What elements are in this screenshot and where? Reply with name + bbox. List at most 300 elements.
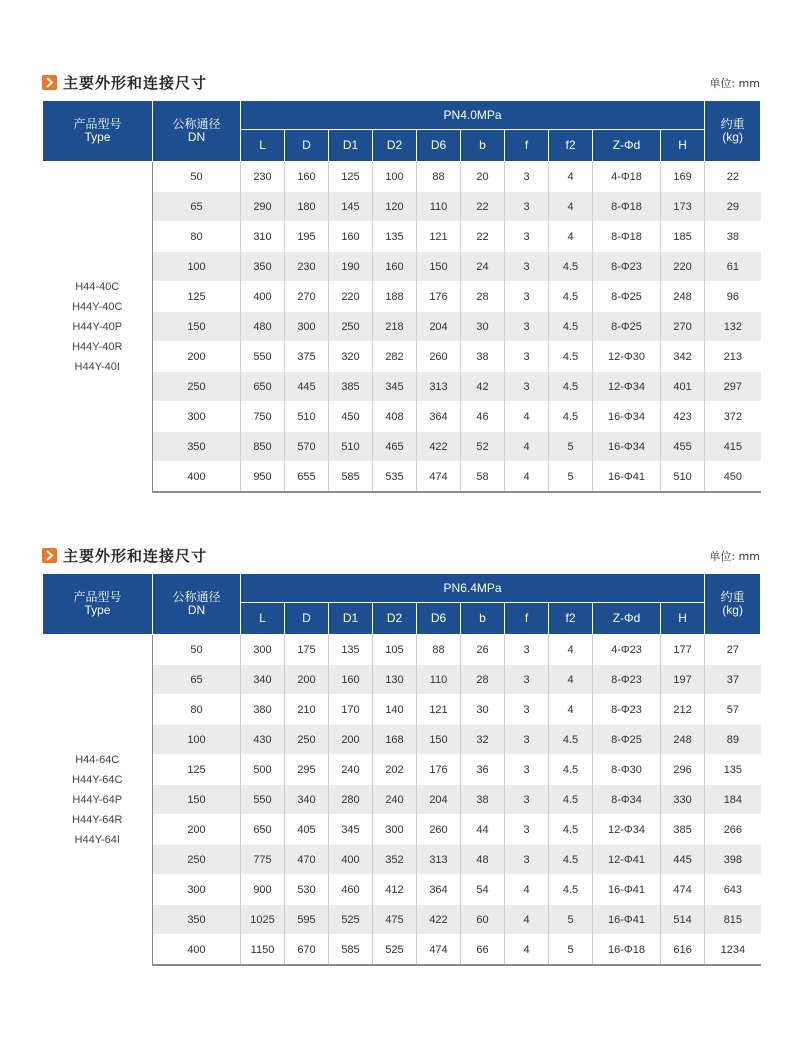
table-cell: 450 [329, 402, 373, 432]
table-cell: 169 [661, 162, 705, 192]
table-cell: 422 [417, 905, 461, 935]
table-cell: 16-Φ34 [593, 432, 661, 462]
header-weight: 约重 (kg) [705, 574, 761, 635]
header-col: H [661, 603, 705, 635]
table-cell: 5 [549, 432, 593, 462]
table-cell: 510 [285, 402, 329, 432]
table-cell: 202 [373, 755, 417, 785]
table-cell: 525 [373, 935, 417, 966]
table-cell: 168 [373, 725, 417, 755]
table-cell: 900 [241, 875, 285, 905]
table-cell: 50 [153, 162, 241, 192]
table-cell: 212 [661, 695, 705, 725]
table-cell: 195 [285, 222, 329, 252]
header-col: f2 [549, 130, 593, 162]
table-cell: 340 [241, 665, 285, 695]
table-cell: 58 [461, 462, 505, 493]
table-cell: 121 [417, 222, 461, 252]
table-cell: 200 [285, 665, 329, 695]
table-cell: 4 [505, 402, 549, 432]
section-pn40 [42, 72, 760, 483]
table-cell: 150 [153, 785, 241, 815]
table-cell: 313 [417, 845, 461, 875]
table-cell: 364 [417, 875, 461, 905]
table-cell: 135 [329, 635, 373, 665]
table-cell: 474 [661, 875, 705, 905]
header-col: Z-Φd [593, 603, 661, 635]
table-cell: 26 [461, 635, 505, 665]
header-pressure: PN6.4MPa [241, 574, 705, 603]
table-cell: 313 [417, 372, 461, 402]
table-cell: 110 [417, 192, 461, 222]
table-cell: 150 [417, 252, 461, 282]
table-cell: 8-Φ34 [593, 785, 661, 815]
table-cell: 30 [461, 695, 505, 725]
table-cell: 248 [661, 282, 705, 312]
table-cell: 8-Φ23 [593, 695, 661, 725]
table-cell: 57 [705, 695, 761, 725]
header-pressure: PN4.0MPa [241, 101, 705, 130]
table-cell: 4 [549, 222, 593, 252]
table-cell: 218 [373, 312, 417, 342]
table-cell: 4.5 [549, 725, 593, 755]
type-name: H44Y-40C [72, 301, 123, 313]
table-cell: 230 [241, 162, 285, 192]
type-list [43, 635, 153, 966]
table-cell: 3 [505, 695, 549, 725]
table-cell: 282 [373, 342, 417, 372]
section-title: 主要外形和连接尺寸 [63, 74, 208, 92]
table-cell: 38 [461, 785, 505, 815]
table-cell: 197 [661, 665, 705, 695]
table-cell: 3 [505, 162, 549, 192]
header-dn: 公称通径 DN [153, 101, 241, 162]
table-cell: 1234 [705, 935, 761, 966]
table-cell: 595 [285, 905, 329, 935]
table-cell: 4.5 [549, 755, 593, 785]
table-cell: 65 [153, 665, 241, 695]
table-cell: 650 [241, 815, 285, 845]
section-pn64 [42, 545, 760, 956]
header-col: L [241, 130, 285, 162]
table-cell: 350 [241, 252, 285, 282]
table-cell: 22 [705, 162, 761, 192]
type-name: H44Y-40P [72, 321, 123, 333]
table-cell: 423 [661, 402, 705, 432]
table-cell: 330 [661, 785, 705, 815]
table-cell: 445 [661, 845, 705, 875]
table-cell: 300 [373, 815, 417, 845]
table-cell: 121 [417, 695, 461, 725]
table-cell: 4 [505, 905, 549, 935]
table-cell: 8-Φ18 [593, 222, 661, 252]
header-col: f [505, 130, 549, 162]
table-cell: 8-Φ23 [593, 252, 661, 282]
table-cell: 300 [153, 402, 241, 432]
table-cell: 3 [505, 635, 549, 665]
table-cell: 643 [705, 875, 761, 905]
table-cell: 300 [241, 635, 285, 665]
table-cell: 160 [329, 665, 373, 695]
table-cell: 160 [373, 252, 417, 282]
table-cell: 4.5 [549, 875, 593, 905]
table-cell: 550 [241, 785, 285, 815]
table-cell: 570 [285, 432, 329, 462]
table-cell: 474 [417, 935, 461, 966]
unit-label: 单位: mm [709, 77, 760, 90]
header-col: Z-Φd [593, 130, 661, 162]
table-cell: 48 [461, 845, 505, 875]
table-cell: 650 [241, 372, 285, 402]
unit-label: 单位: mm [709, 550, 760, 563]
table-cell: 250 [153, 372, 241, 402]
type-name: H44Y-40R [72, 341, 123, 353]
table-cell: 52 [461, 432, 505, 462]
table-cell: 132 [705, 312, 761, 342]
table-cell: 585 [329, 462, 373, 493]
table-cell: 12-Φ34 [593, 372, 661, 402]
table-cell: 364 [417, 402, 461, 432]
table-cell: 320 [329, 342, 373, 372]
type-name: H44Y-40I [74, 361, 120, 373]
table-cell: 250 [285, 725, 329, 755]
table-cell: 240 [329, 755, 373, 785]
table-cell: 500 [241, 755, 285, 785]
table-cell: 430 [241, 725, 285, 755]
table-cell: 100 [153, 725, 241, 755]
table-cell: 750 [241, 402, 285, 432]
table-cell: 200 [153, 815, 241, 845]
table-cell: 173 [661, 192, 705, 222]
table-cell: 4-Φ18 [593, 162, 661, 192]
table-cell: 460 [329, 875, 373, 905]
header-type: 产品型号 Type [43, 574, 153, 635]
table-cell: 398 [705, 845, 761, 875]
table-cell: 8-Φ18 [593, 192, 661, 222]
table-cell: 4 [549, 192, 593, 222]
table-cell: 100 [153, 252, 241, 282]
table-cell: 250 [329, 312, 373, 342]
table-cell: 400 [153, 462, 241, 493]
table-cell: 145 [329, 192, 373, 222]
table-cell: 135 [705, 755, 761, 785]
table-cell: 350 [153, 432, 241, 462]
table-cell: 400 [329, 845, 373, 875]
table-cell: 110 [417, 665, 461, 695]
table-cell: 4.5 [549, 342, 593, 372]
chevron-right-icon [42, 75, 57, 90]
table-cell: 3 [505, 755, 549, 785]
table-cell: 385 [661, 815, 705, 845]
table-cell: 4.5 [549, 815, 593, 845]
table-cell: 270 [661, 312, 705, 342]
table-cell: 350 [153, 905, 241, 935]
type-list [43, 162, 153, 493]
table-cell: 16-Φ41 [593, 905, 661, 935]
header-col: f [505, 603, 549, 635]
type-name: H44-40C [75, 281, 120, 293]
table-cell: 37 [705, 665, 761, 695]
table-cell: 135 [373, 222, 417, 252]
table-cell: 342 [661, 342, 705, 372]
table-cell: 20 [461, 162, 505, 192]
header-col: D [285, 603, 329, 635]
section-header [42, 72, 760, 96]
table-cell: 60 [461, 905, 505, 935]
header-col: D1 [329, 130, 373, 162]
table-cell: 3 [505, 665, 549, 695]
table-cell: 310 [241, 222, 285, 252]
header-col: D2 [373, 130, 417, 162]
table-cell: 61 [705, 252, 761, 282]
table-cell: 65 [153, 192, 241, 222]
table-cell: 422 [417, 432, 461, 462]
table-cell: 177 [661, 635, 705, 665]
table-cell: 470 [285, 845, 329, 875]
table-cell: 4.5 [549, 312, 593, 342]
table-cell: 240 [373, 785, 417, 815]
table-cell: 4 [505, 935, 549, 966]
table-cell: 300 [285, 312, 329, 342]
table-cell: 400 [241, 282, 285, 312]
table-cell: 16-Φ34 [593, 402, 661, 432]
table-cell: 28 [461, 282, 505, 312]
table-cell: 266 [705, 815, 761, 845]
table-cell: 5 [549, 462, 593, 493]
type-name: H44Y-64I [74, 834, 120, 846]
table-cell: 3 [505, 222, 549, 252]
table-cell: 150 [153, 312, 241, 342]
table-cell: 54 [461, 875, 505, 905]
table-cell: 204 [417, 312, 461, 342]
table-cell: 16-Φ18 [593, 935, 661, 966]
table-cell: 4-Φ23 [593, 635, 661, 665]
table-cell: 176 [417, 282, 461, 312]
table-cell: 200 [329, 725, 373, 755]
table-cell: 400 [153, 935, 241, 966]
table-cell: 405 [285, 815, 329, 845]
table-cell: 125 [329, 162, 373, 192]
table-cell: 3 [505, 312, 549, 342]
table-cell: 12-Φ41 [593, 845, 661, 875]
table-cell: 185 [661, 222, 705, 252]
table-cell: 213 [705, 342, 761, 372]
table-cell: 510 [329, 432, 373, 462]
table-cell: 380 [241, 695, 285, 725]
table-cell: 250 [153, 845, 241, 875]
table-cell: 36 [461, 755, 505, 785]
table-cell: 66 [461, 935, 505, 966]
header-row [43, 101, 761, 130]
table-cell: 5 [549, 905, 593, 935]
table-cell: 3 [505, 192, 549, 222]
table-cell: 170 [329, 695, 373, 725]
table-cell: 401 [661, 372, 705, 402]
table-cell: 3 [505, 725, 549, 755]
header-col: H [661, 130, 705, 162]
dimension-table [42, 573, 761, 966]
table-cell: 50 [153, 635, 241, 665]
table-cell: 345 [329, 815, 373, 845]
table-cell: 375 [285, 342, 329, 372]
table-cell: 80 [153, 222, 241, 252]
table-cell: 38 [705, 222, 761, 252]
table-cell: 297 [705, 372, 761, 402]
table-cell: 340 [285, 785, 329, 815]
table-cell: 184 [705, 785, 761, 815]
table-cell: 22 [461, 192, 505, 222]
table-cell: 160 [329, 222, 373, 252]
table-body [43, 162, 761, 493]
header-dn: 公称通径 DN [153, 574, 241, 635]
table-cell: 16-Φ41 [593, 875, 661, 905]
table-cell: 670 [285, 935, 329, 966]
table-cell: 4.5 [549, 282, 593, 312]
table-cell: 105 [373, 635, 417, 665]
table-cell: 4.5 [549, 252, 593, 282]
table-cell: 408 [373, 402, 417, 432]
table-cell: 46 [461, 402, 505, 432]
table-cell: 445 [285, 372, 329, 402]
table-cell: 525 [329, 905, 373, 935]
table-cell: 775 [241, 845, 285, 875]
table-cell: 4 [549, 162, 593, 192]
table-cell: 352 [373, 845, 417, 875]
header-weight: 约重 (kg) [705, 101, 761, 162]
table-cell: 280 [329, 785, 373, 815]
type-name: H44Y-64C [72, 774, 123, 786]
table-cell: 8-Φ23 [593, 665, 661, 695]
table-cell: 140 [373, 695, 417, 725]
table-cell: 815 [705, 905, 761, 935]
table-cell: 89 [705, 725, 761, 755]
table-cell: 30 [461, 312, 505, 342]
table-cell: 372 [705, 402, 761, 432]
table-cell: 42 [461, 372, 505, 402]
type-name: H44Y-64P [72, 794, 123, 806]
table-cell: 1025 [241, 905, 285, 935]
table-cell: 27 [705, 635, 761, 665]
table-cell: 465 [373, 432, 417, 462]
table-cell: 150 [417, 725, 461, 755]
table-cell: 8-Φ30 [593, 755, 661, 785]
table-cell: 160 [285, 162, 329, 192]
table-cell: 4 [505, 432, 549, 462]
table-cell: 474 [417, 462, 461, 493]
table-cell: 850 [241, 432, 285, 462]
table-cell: 38 [461, 342, 505, 372]
header-type: 产品型号 Type [43, 101, 153, 162]
table-cell: 190 [329, 252, 373, 282]
table-cell: 16-Φ41 [593, 462, 661, 493]
header-col: D2 [373, 603, 417, 635]
table-cell: 4 [549, 695, 593, 725]
table-cell: 80 [153, 695, 241, 725]
header-col: D1 [329, 603, 373, 635]
table-cell: 3 [505, 252, 549, 282]
table-cell: 514 [661, 905, 705, 935]
header-col: L [241, 603, 285, 635]
table-cell: 130 [373, 665, 417, 695]
type-name: H44Y-64R [72, 814, 123, 826]
table-cell: 120 [373, 192, 417, 222]
table-cell: 455 [661, 432, 705, 462]
table-row [43, 162, 761, 192]
table-cell: 950 [241, 462, 285, 493]
table-cell: 28 [461, 665, 505, 695]
header-col: b [461, 603, 505, 635]
table-cell: 210 [285, 695, 329, 725]
table-cell: 510 [661, 462, 705, 493]
table-cell: 3 [505, 282, 549, 312]
table-cell: 24 [461, 252, 505, 282]
table-cell: 4.5 [549, 845, 593, 875]
header-col: f2 [549, 603, 593, 635]
header-col: b [461, 130, 505, 162]
table-cell: 180 [285, 192, 329, 222]
section-header [42, 545, 760, 569]
table-cell: 44 [461, 815, 505, 845]
table-cell: 3 [505, 845, 549, 875]
table-cell: 125 [153, 282, 241, 312]
chevron-right-icon [42, 548, 57, 563]
table-cell: 415 [705, 432, 761, 462]
table-cell: 88 [417, 635, 461, 665]
header-row [43, 574, 761, 603]
table-row [43, 635, 761, 665]
table-cell: 4 [549, 665, 593, 695]
table-cell: 4.5 [549, 402, 593, 432]
table-cell: 616 [661, 935, 705, 966]
table-cell: 4 [549, 635, 593, 665]
table-cell: 4.5 [549, 785, 593, 815]
section-title: 主要外形和连接尺寸 [63, 547, 208, 565]
header-col: D6 [417, 130, 461, 162]
table-cell: 260 [417, 815, 461, 845]
table-cell: 96 [705, 282, 761, 312]
table-cell: 230 [285, 252, 329, 282]
table-cell: 3 [505, 342, 549, 372]
dimension-table [42, 100, 761, 493]
table-cell: 29 [705, 192, 761, 222]
table-cell: 1150 [241, 935, 285, 966]
table-cell: 200 [153, 342, 241, 372]
table-cell: 530 [285, 875, 329, 905]
table-cell: 550 [241, 342, 285, 372]
table-cell: 100 [373, 162, 417, 192]
table-body [43, 635, 761, 966]
table-cell: 655 [285, 462, 329, 493]
table-cell: 385 [329, 372, 373, 402]
type-name: H44-64C [75, 754, 120, 766]
table-cell: 4.5 [549, 372, 593, 402]
table-cell: 32 [461, 725, 505, 755]
table-cell: 585 [329, 935, 373, 966]
table-cell: 3 [505, 785, 549, 815]
header-col: D [285, 130, 329, 162]
table-cell: 295 [285, 755, 329, 785]
table-cell: 188 [373, 282, 417, 312]
table-cell: 220 [661, 252, 705, 282]
table-cell: 125 [153, 755, 241, 785]
table-cell: 176 [417, 755, 461, 785]
table-cell: 535 [373, 462, 417, 493]
table-cell: 4 [505, 875, 549, 905]
table-cell: 412 [373, 875, 417, 905]
table-cell: 3 [505, 372, 549, 402]
table-cell: 4 [505, 462, 549, 493]
header-col: D6 [417, 603, 461, 635]
